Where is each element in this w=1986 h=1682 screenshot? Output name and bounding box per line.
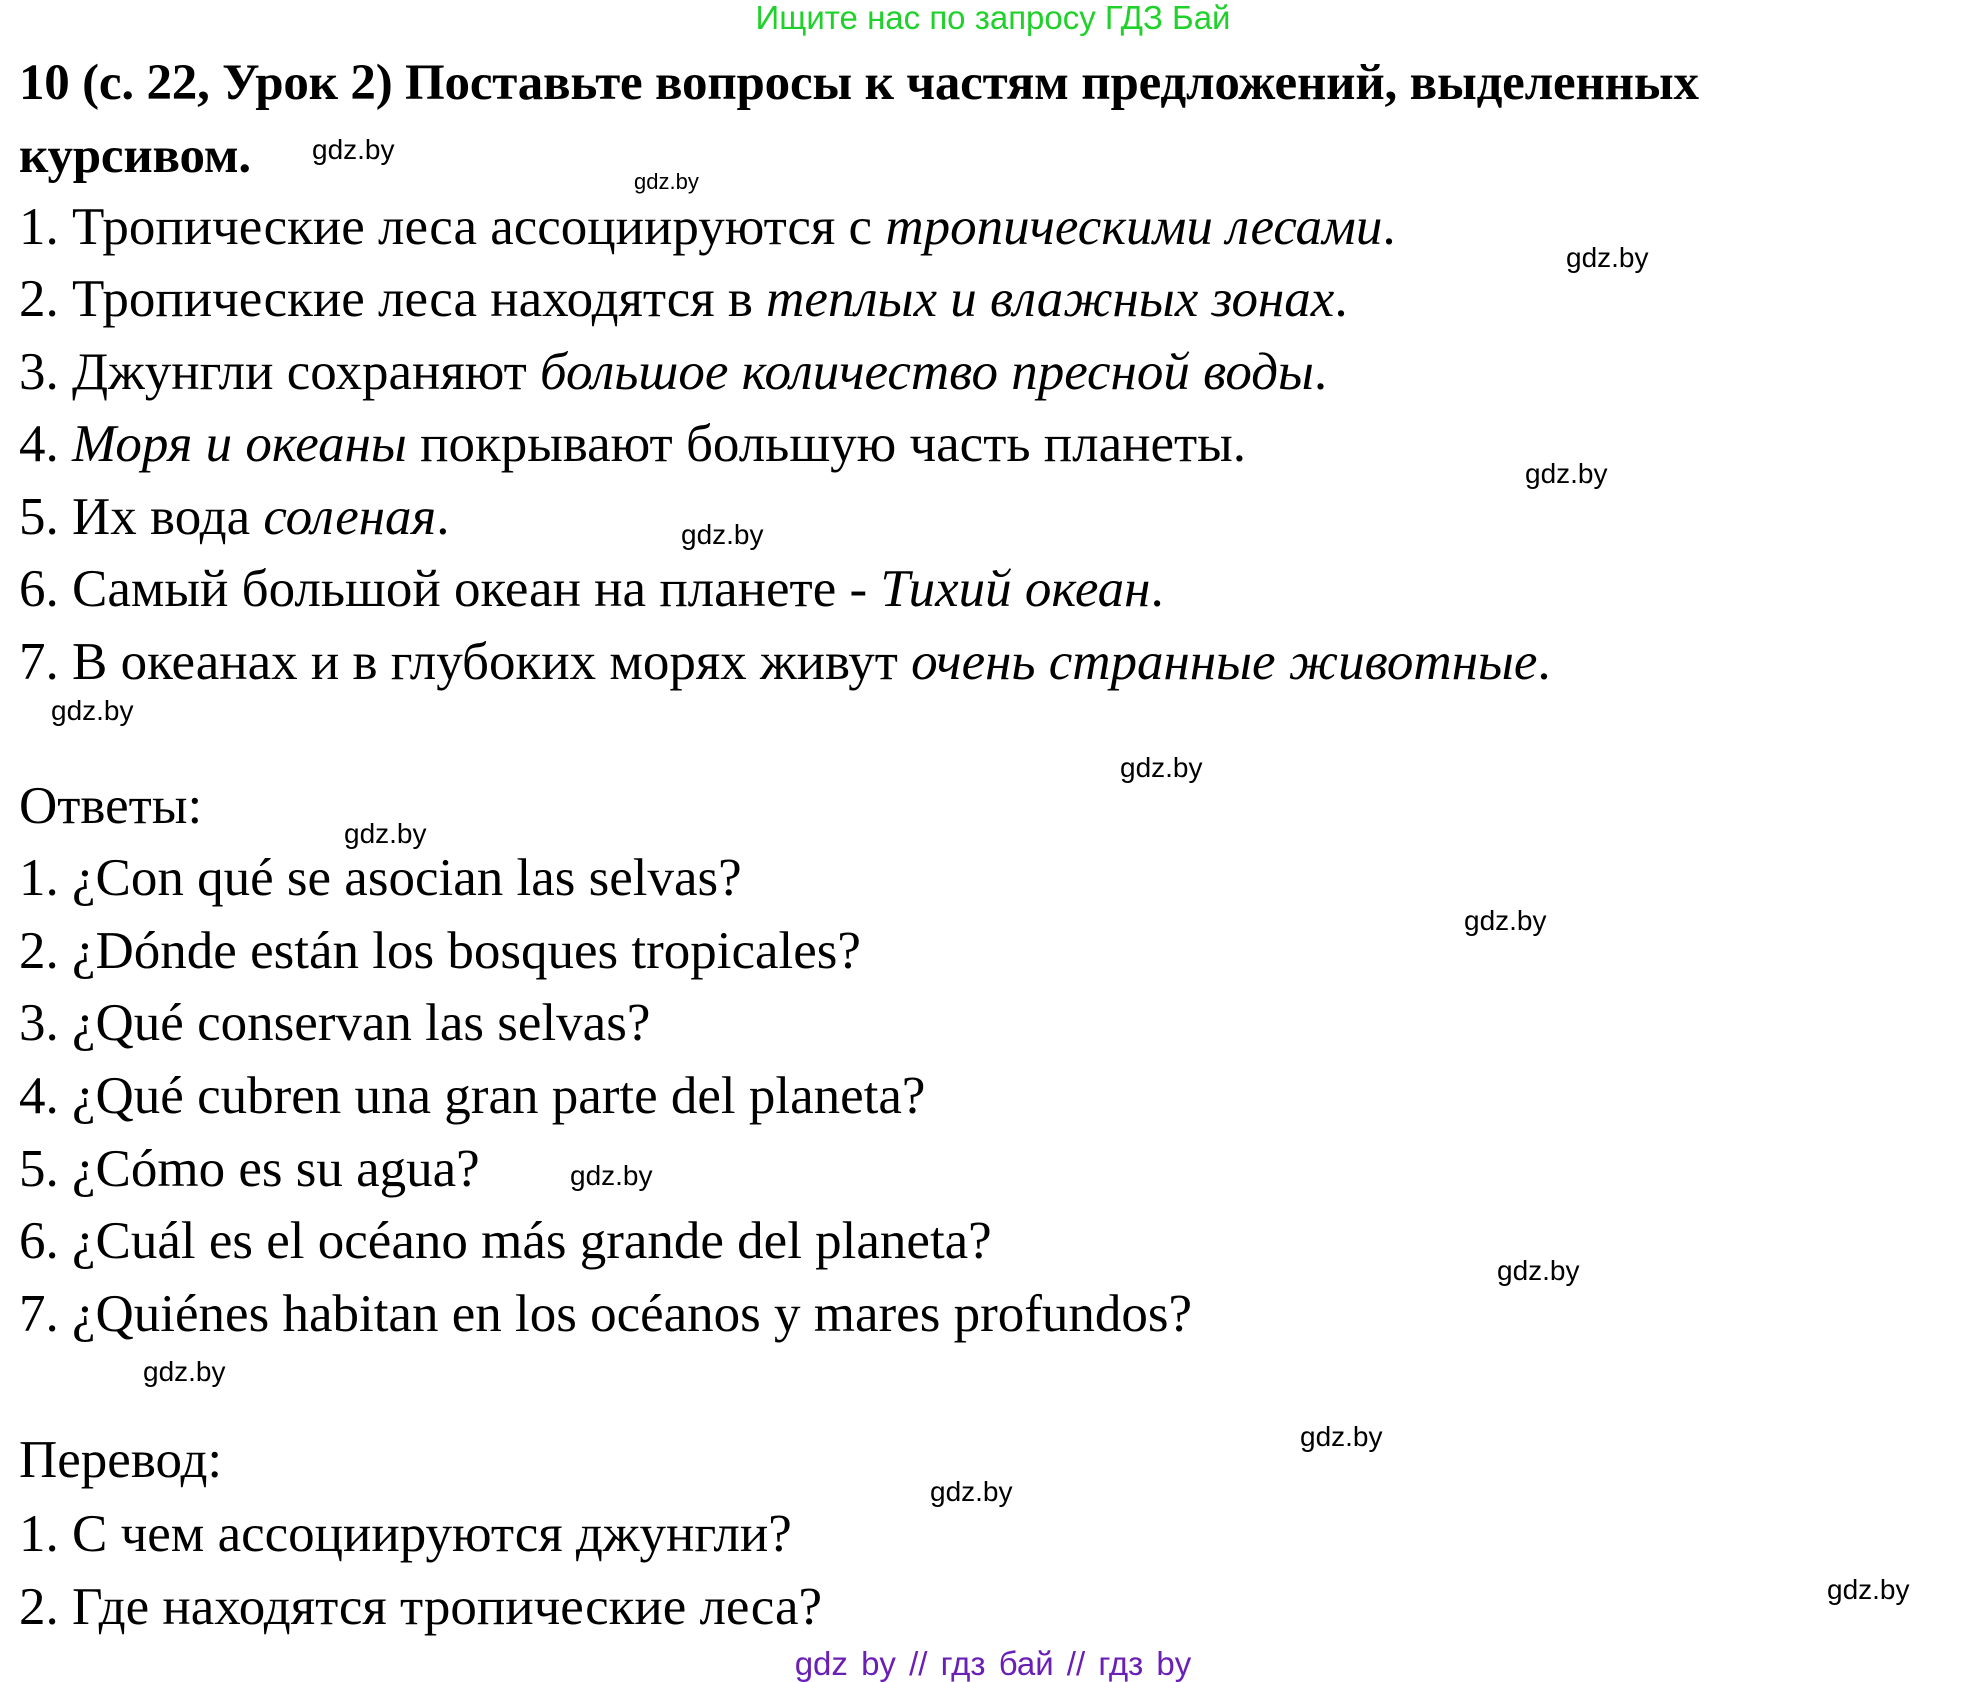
watermark: gdz.by xyxy=(312,134,395,165)
sentence-end: . xyxy=(436,488,450,546)
task-sentence-6 xyxy=(19,560,1164,618)
sentence-text: 3. Джунгли сохраняют xyxy=(19,343,541,401)
watermark: gdz.by xyxy=(1525,458,1608,489)
task-sentence-4 xyxy=(19,415,1247,473)
sentence-italic: Тихий океан xyxy=(880,560,1151,618)
search-banner: Ищите нас по запросу ГДЗ Бай xyxy=(755,0,1231,36)
sentence-end: покрывают большую часть планеты. xyxy=(406,415,1247,473)
sentence-end: . xyxy=(1150,560,1164,618)
answer-5: 5. ¿Cómo es su agua? xyxy=(19,1140,480,1198)
sentence-italic: большое количество пресной воды xyxy=(540,343,1314,401)
sentence-italic: очень странные животные xyxy=(911,633,1538,691)
watermark: gdz.by xyxy=(634,169,699,194)
footer-links: gdz by // гдз бай // гдз by xyxy=(794,1645,1192,1682)
sentence-italic: тропическими лесами xyxy=(885,198,1383,256)
sentence-italic: соленая xyxy=(263,488,437,546)
sentence-italic: теплых и влажных зонах xyxy=(766,270,1335,328)
translation-2: 2. Где находятся тропические леса? xyxy=(19,1578,822,1636)
watermark: gdz.by xyxy=(681,519,764,550)
watermark: gdz.by xyxy=(51,695,134,726)
task-title-line-1: 10 (с. 22, Урок 2) Поставьте вопросы к частям предложений, выделенных xyxy=(19,55,1699,111)
answer-4: 4. ¿Qué cubren una gran parte del planeta? xyxy=(19,1067,926,1125)
translation-1: 1. С чем ассоциируются джунгли? xyxy=(19,1505,792,1563)
watermark: gdz.by xyxy=(1120,752,1203,783)
sentence-text: 1. Тропические леса ассоциируются с xyxy=(19,198,886,256)
watermark: gdz.by xyxy=(1566,242,1649,273)
sentence-text: 2. Тропические леса находятся в xyxy=(19,270,767,328)
translation-heading: Перевод: xyxy=(19,1431,223,1489)
watermark: gdz.by xyxy=(570,1160,653,1191)
sentence-italic: Моря и океаны xyxy=(72,415,407,473)
sentence-text: 6. Самый большой океан на планете - xyxy=(19,560,881,618)
task-sentence-7 xyxy=(19,633,1551,691)
sentence-text: 5. Их вода xyxy=(19,488,264,546)
answer-6: 6. ¿Cuál es el océano más grande del planeta? xyxy=(19,1212,992,1270)
task-sentence-1 xyxy=(19,198,1396,256)
watermark: gdz.by xyxy=(1464,905,1547,936)
task-sentence-3 xyxy=(19,343,1328,401)
answer-3: 3. ¿Qué conservan las selvas? xyxy=(19,994,651,1052)
answer-7: 7. ¿Quiénes habitan en los océanos y mares profundos? xyxy=(19,1285,1193,1343)
task-title-line-2: курсивом. xyxy=(19,128,251,184)
sentence-end: . xyxy=(1382,198,1396,256)
sentence-text: 4. xyxy=(19,415,72,473)
watermark: gdz.by xyxy=(1497,1255,1580,1286)
watermark: gdz.by xyxy=(1300,1421,1383,1452)
sentence-end: . xyxy=(1313,343,1328,401)
task-sentence-5 xyxy=(19,488,450,546)
task-sentence-2 xyxy=(19,270,1348,328)
sentence-text: 7. В океанах и в глубоких морях живут xyxy=(19,633,912,691)
watermark: gdz.by xyxy=(143,1356,226,1387)
answers-heading: Ответы: xyxy=(19,777,203,835)
watermark: gdz.by xyxy=(930,1476,1013,1507)
answer-1: 1. ¿Con qué se asocian las selvas? xyxy=(19,849,742,907)
watermark: gdz.by xyxy=(344,818,427,849)
sentence-end: . xyxy=(1537,633,1551,691)
sentence-end: . xyxy=(1334,270,1348,328)
answer-2: 2. ¿Dónde están los bosques tropicales? xyxy=(19,922,861,980)
watermark: gdz.by xyxy=(1827,1574,1910,1605)
